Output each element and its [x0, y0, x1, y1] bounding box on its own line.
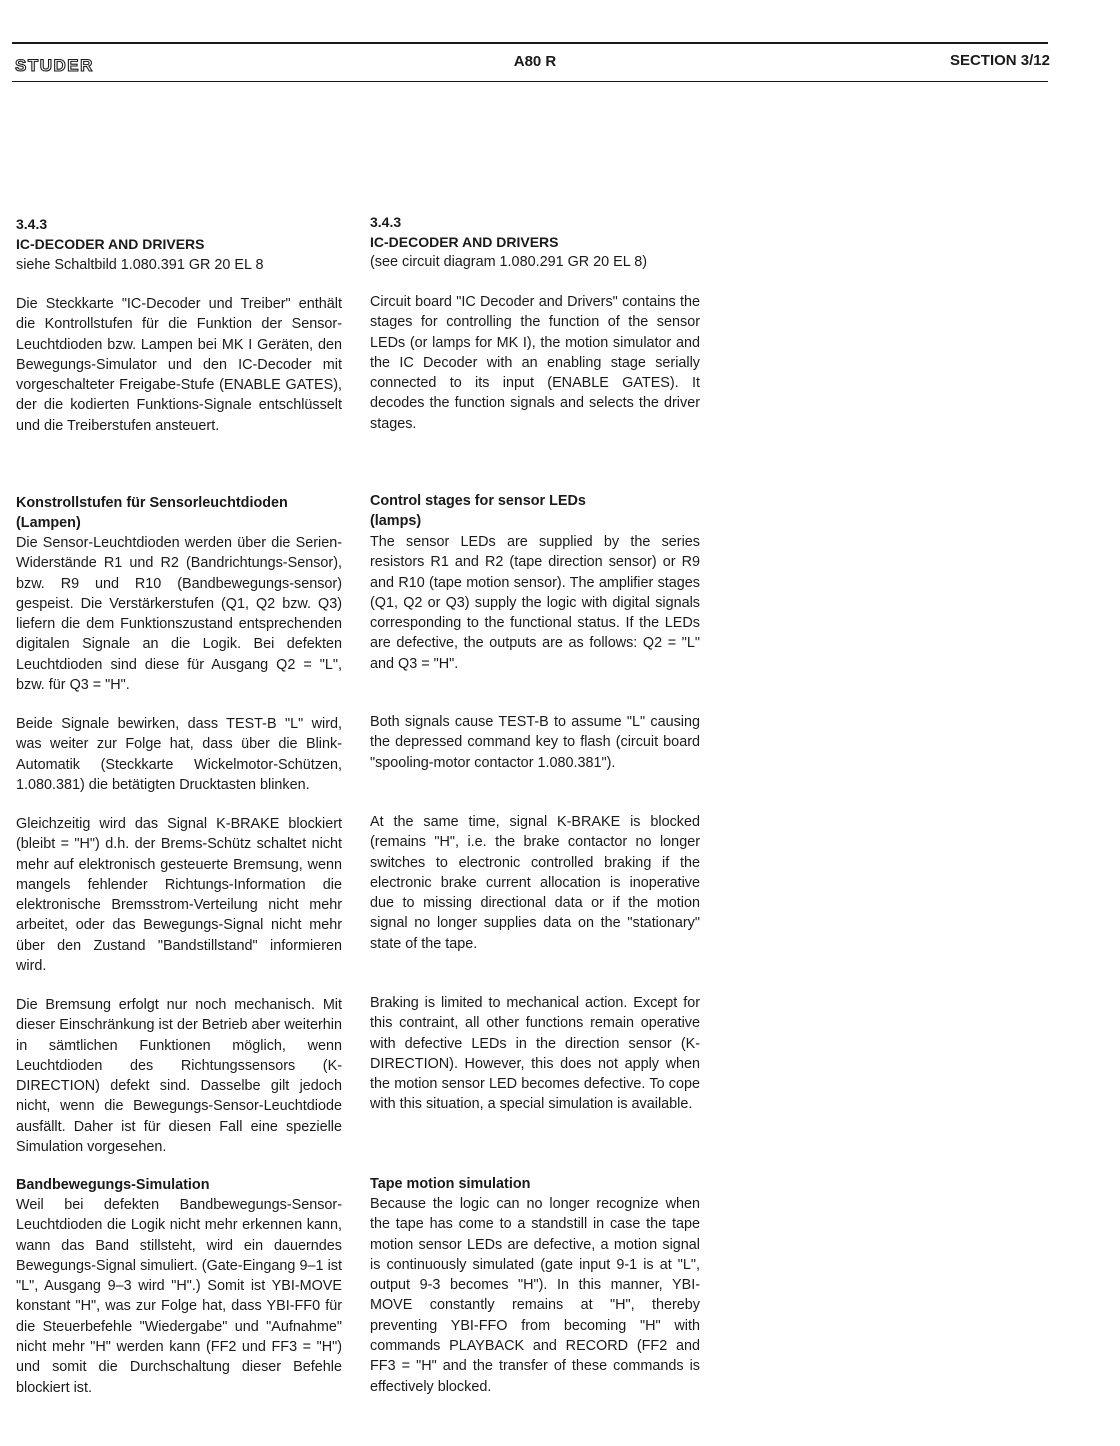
section-heading	[370, 212, 700, 252]
diagram-reference: (see circuit diagram 1.080.291 GR 20 EL 8)	[370, 254, 648, 270]
section-title: IC-DECODER AND DRIVERS	[370, 234, 559, 250]
k-brake-paragraph: Gleichzeitig wird das Signal K-BRAKE blockiert (bleibt = "H") d.h. der Brems-Schütz schaltet nicht mehr auf elektronisch gesteuerte Bremsung, wenn mangels fehlender Richtungs-Information die elektronische Bremsstrom-Verteilung nicht mehr arbeitet, oder das Bewegungs-Signal nicht mehr über den Zustand "Bandstillstand" informieren wird.	[16, 816, 342, 975]
simulation-paragraph: Weil bei defekten Bandbewegungs-Sensor-Leuchtdioden die Logik nicht mehr erkennen kann, wann das Band stillsteht, wird ein dauerndes Bewegungs-Signal simuliert. (Gate-Eingang 9–1 ist "L", Ausgang 9–3 wird "H".) Somit ist YBI-MOVE konstant "H", was zur Folge hat, dass YBI-FF0 für die Steuerbefehle "Wiedergabe" und "Aufnahme" nicht mehr "H" werden kann (FF2 und FF3 = "H") und somit die Durchschaltung dieser Befehle blockiert ist.	[16, 1197, 342, 1396]
header-bottom-rule	[12, 81, 1048, 82]
braking-paragraph: Braking is limited to mechanical action. Except for this contraint, all other functions remain operative with defective LEDs in the direction sensor (K-DIRECTION). However, this does not apply when the motion sensor LED becomes defective. To cope with this situation, a special simulation is available.	[370, 995, 700, 1113]
section-label: SECTION 3/12	[949, 52, 1050, 69]
control-stages-paragraph: Die Sensor-Leuchtdioden werden über die Serien-Widerstände R1 und R2 (Bandrichtungs-Sensor), bzw. R9 und R10 (Bandbewegungs-sensor) gespeist. Die Verstärkerstufen (Q1, Q2 bzw. Q3) liefern die dem Funktionszustand entsprechenden digitalen Signale an die Logik. Bei defekten Leuchtdioden sind diese für Ausgang Q2 = "L", bzw. für Q3 = "H".	[16, 535, 342, 694]
diagram-reference: siehe Schaltbild 1.080.391 GR 20 EL 8	[16, 257, 264, 273]
subheading-line-1: Control stages for sensor LEDs	[370, 493, 586, 509]
intro-paragraph: Circuit board "IC Decoder and Drivers" contains the stages for controlling the function of the sensor LEDs (or lamps for MK I), the motion simulator and the IC Decoder with an enabling stage serially connected to its input (ENABLE GATES). It decodes the function signals and selects the driver stages.	[370, 294, 700, 432]
section-number: 3.4.3	[16, 216, 48, 232]
test-b-paragraph: Both signals cause TEST-B to assume "L" causing the depressed command key to flash (circuit board "spooling-motor contactor 1.080.381").	[370, 714, 700, 771]
subheading-simulation: Tape motion simulation	[370, 1176, 531, 1192]
test-b-paragraph: Beide Signale bewirken, dass TEST-B "L" wird, was weiter zur Folge hat, dass über die Blink-Automatik (Steckkarte Wickelmotor-Schützen, 1.080.381) die betätigten Drucktasten blinken.	[16, 716, 342, 793]
header-top-rule	[12, 42, 1048, 44]
control-stages-paragraph: The sensor LEDs are supplied by the series resistors R1 and R2 (tape direction sensor) or R9 and R10 (tape motion sensor). The amplifier stages (Q1, Q2 or Q3) supply the logic with digital signals corresponding to the functional status. If the LEDs are defective, the outputs are as follows: Q2 = "L" and Q3 = "H".	[370, 534, 700, 672]
subheading-line-1: Konstrollstufen für Sensorleuchtdioden	[16, 495, 288, 511]
k-brake-paragraph: At the same time, signal K-BRAKE is blocked (remains "H", i.e. the brake contactor no longer switches to electronic controlled braking if the electronic brake current allocation is inoperative due to missing directional data or if the motion signal no longer supplies data on the "stationary" state of the tape.	[370, 814, 700, 952]
model-title: A80 R	[513, 53, 557, 70]
section-heading	[16, 214, 342, 254]
subheading-line-2: (Lampen)	[16, 515, 81, 532]
subheading-line-2: (lamps)	[370, 513, 422, 530]
subheading-simulation: Bandbewegungs-Simulation	[16, 1177, 210, 1193]
section-title: IC-DECODER AND DRIVERS	[16, 236, 205, 252]
logo-text: STUDER	[15, 56, 94, 75]
section-number: 3.4.3	[370, 214, 402, 230]
subheading-control-stages	[370, 491, 700, 532]
simulation-paragraph: Because the logic can no longer recognize when the tape has come to a standstill in case the tape motion sensor LEDs are defective, a motion signal is continuously simulated (gate input 9-1 is at "L", output 9-3 becomes "H"). In this manner, YBI-MOVE constantly remains at "H", thereby preventing YBI-FFO from becoming "H" with commands PLAYBACK and RECORD (FF2 and FF3 = "H" and the transfer of these commands is effectively blocked.	[370, 1196, 700, 1395]
braking-paragraph: Die Bremsung erfolgt nur noch mechanisch. Mit dieser Einschränkung ist der Betrieb aber weiterhin in sämtlichen Funktionen möglich, wenn Leuchtdioden des Richtungssensors (K-DIRECTION) defekt sind. Dasselbe gilt jedoch nicht, wenn die Bewegungs-Sensor-Leuchtdiode ausfällt. Daher ist für diesen Fall eine spezielle Simulation vorgesehen.	[16, 997, 342, 1156]
subheading-control-stages	[16, 493, 342, 534]
intro-paragraph: Die Steckkarte "IC-Decoder und Treiber" enthält die Kontrollstufen für die Funktion der Sensor-Leuchtdioden bzw. Lampen bei MK I Geräten, den Bewegungs-Simulator und den IC-Decoder mit vorgeschalteter Freigabe-Stufe (ENABLE GATES), der die kodierten Funktions-Signale entschlüsselt und die Treiberstufen ansteuert.	[16, 296, 342, 434]
